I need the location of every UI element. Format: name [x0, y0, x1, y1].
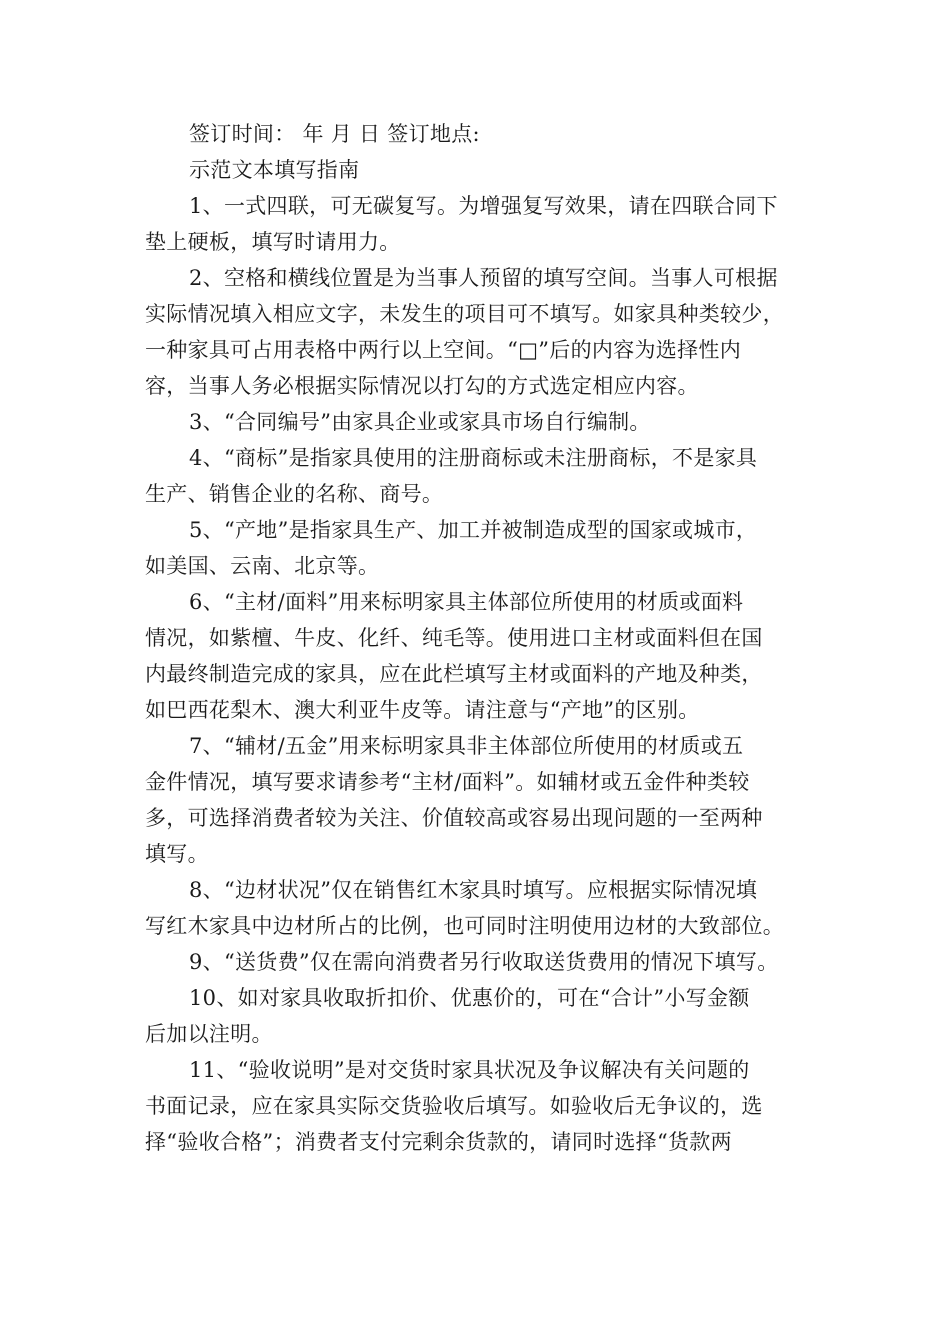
document-body — [145, 116, 810, 1160]
guide-item-line: 生产、销售企业的名称、商号。 — [145, 482, 444, 506]
guide-item-8 — [145, 872, 810, 944]
guide-item-6 — [145, 584, 810, 728]
guide-item-line: 5、“产地”是指家具生产、加工并被制造成型的国家或城市， — [189, 518, 758, 542]
guide-item-line: 垫上硬板，填写时请用力。 — [145, 230, 401, 254]
guide-item-11 — [145, 1052, 810, 1160]
guide-item-line: 写红木家具中边材所占的比例，也可同时注明使用边材的大致部位。 — [145, 914, 784, 938]
guide-item-line: 容，当事人务必根据实际情况以打勾的方式选定相应内容。 — [145, 374, 699, 398]
guide-item-line: 后加以注明。 — [145, 1022, 273, 1046]
guide-item-line: 6、“主材/面料”用来标明家具主体部位所使用的材质或面料 — [189, 590, 744, 614]
guide-item-10 — [145, 980, 810, 1052]
guide-item-line: 多，可选择消费者较为关注、价值较高或容易出现问题的一至两种 — [145, 806, 763, 830]
guide-item-1 — [145, 188, 810, 260]
guide-item-line: 3、“合同编号”由家具企业或家具市场自行编制。 — [189, 410, 651, 434]
sign-time-place-line: 签订时间： 年 月 日 签订地点: — [189, 122, 480, 146]
guide-item-line: 7、“辅材/五金”用来标明家具非主体部位所使用的材质或五 — [189, 734, 744, 758]
guide-item-line: 8、“边材状况”仅在销售红木家具时填写。应根据实际情况填 — [189, 878, 758, 902]
guide-item-line: 金件情况，填写要求请参考“主材/面料”。如辅材或五金件种类较 — [145, 770, 750, 794]
guide-item-line: 择“验收合格”；消费者支付完剩余货款的，请同时选择“货款两 — [145, 1130, 732, 1154]
guide-item-line: 9、“送货费”仅在需向消费者另行收取送货费用的情况下填写。 — [189, 950, 779, 974]
guide-item-line: 填写。 — [145, 842, 209, 866]
guide-title: 示范文本填写指南 — [189, 158, 360, 182]
guide-item-5 — [145, 512, 810, 584]
guide-item-line: 11、“验收说明”是对交货时家具状况及争议解决有关问题的 — [189, 1058, 750, 1082]
guide-item-7 — [145, 728, 810, 872]
guide-item-line: 1、一式四联，可无碳复写。为增强复写效果，请在四联合同下 — [189, 194, 778, 218]
guide-item-line: 内最终制造完成的家具，应在此栏填写主材或面料的产地及种类， — [145, 662, 763, 686]
guide-item-line: 实际情况填入相应文字，未发生的项目可不填写。如家具种类较少， — [145, 302, 784, 326]
guide-item-9 — [145, 944, 810, 980]
guide-item-line: 4、“商标”是指家具使用的注册商标或未注册商标，不是家具 — [189, 446, 758, 470]
guide-item-4 — [145, 440, 810, 512]
guide-item-3 — [145, 404, 810, 440]
guide-item-line: 10、如对家具收取折扣价、优惠价的，可在“合计”小写金额 — [189, 986, 750, 1010]
guide-item-2 — [145, 260, 810, 404]
guide-item-line: 如巴西花梨木、澳大利亚牛皮等。请注意与“产地”的区别。 — [145, 698, 700, 722]
guide-item-line: 情况，如紫檀、牛皮、化纤、纯毛等。使用进口主材或面料但在国 — [145, 626, 763, 650]
guide-item-line: 如美国、云南、北京等。 — [145, 554, 380, 578]
guide-item-line: 书面记录，应在家具实际交货验收后填写。如验收后无争议的，选 — [145, 1094, 763, 1118]
guide-item-line: 一种家具可占用表格中两行以上空间。“□”后的内容为选择性内 — [145, 338, 742, 362]
guide-item-line: 2、空格和横线位置是为当事人预留的填写空间。当事人可根据 — [189, 266, 778, 290]
